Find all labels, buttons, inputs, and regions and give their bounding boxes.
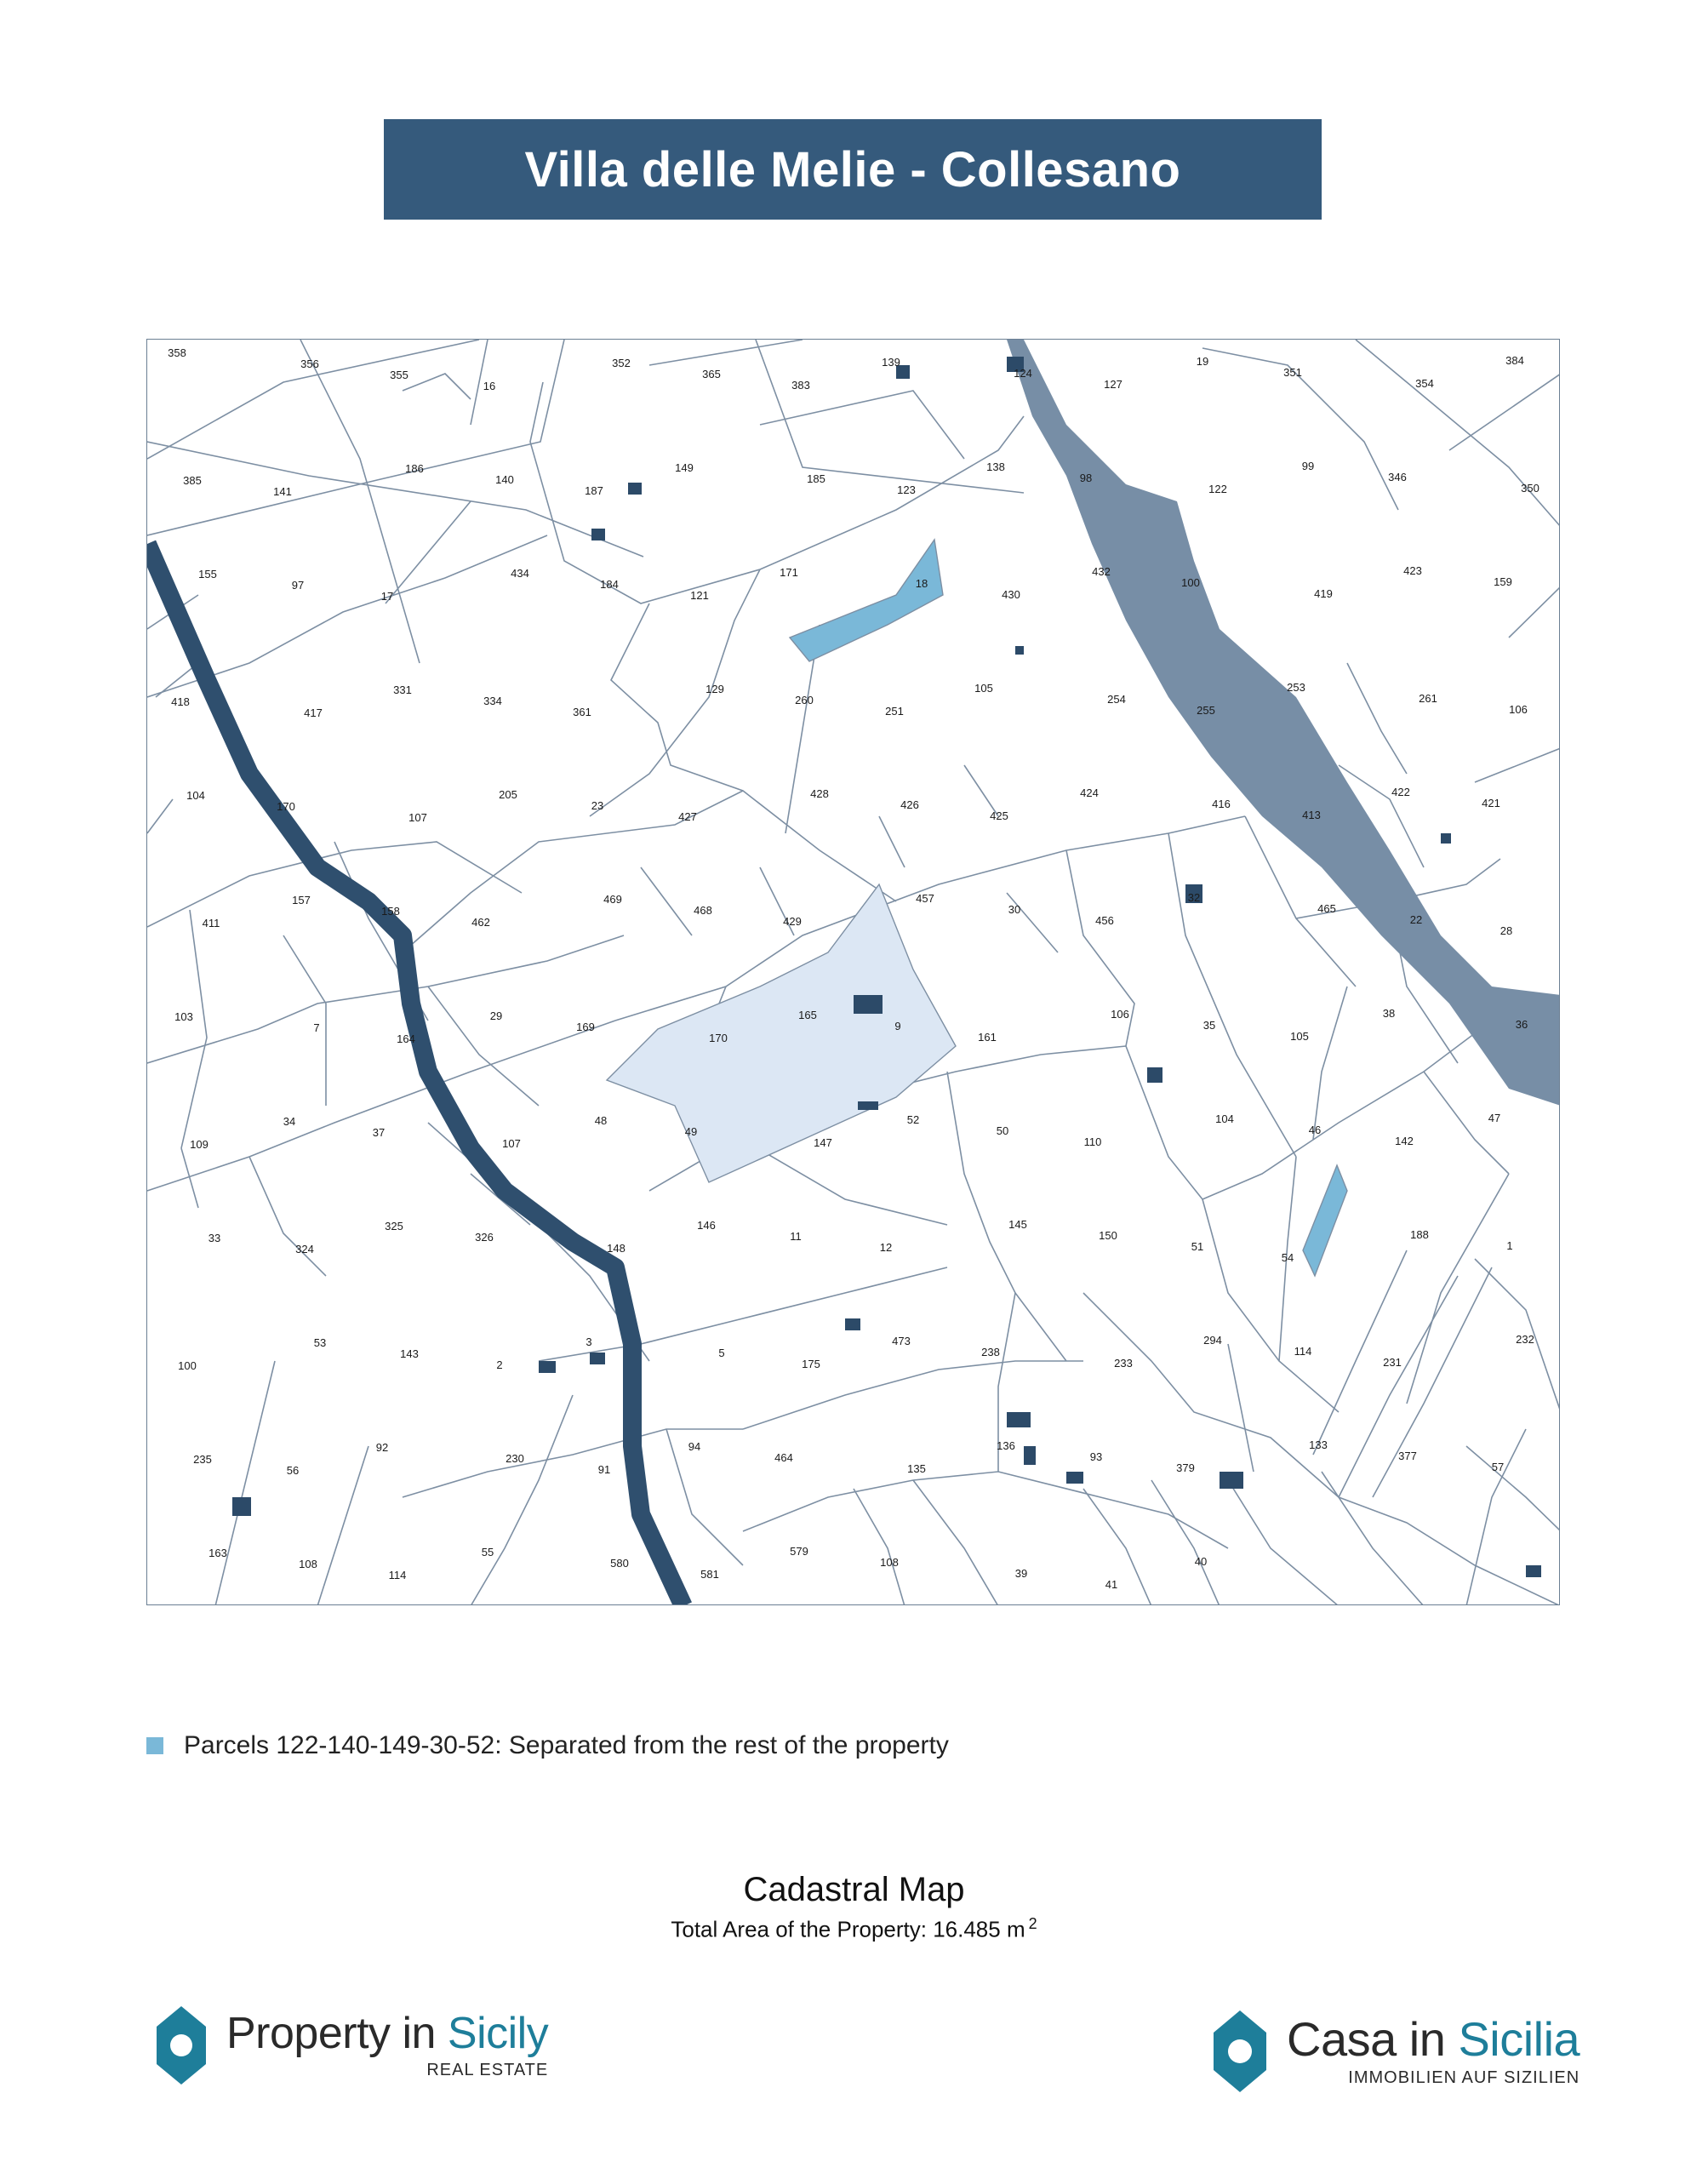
parcel-boundary: [854, 1489, 905, 1605]
parcel-boundary: [1407, 1174, 1509, 1404]
parcel-boundary: [386, 501, 471, 603]
building: [1007, 1412, 1031, 1427]
map-canvas: [147, 340, 1560, 1605]
parcel-number-label: 138: [986, 460, 1005, 473]
parcel-number-label: 171: [780, 566, 798, 579]
parcel-number-label: 423: [1403, 564, 1422, 577]
building: [845, 1318, 860, 1330]
parcel-number-label: 235: [193, 1453, 212, 1466]
caption-title: Cadastral Map: [743, 1871, 965, 1908]
parcel-boundary: [1347, 663, 1407, 774]
parcel-number-label: 434: [511, 567, 529, 580]
parcel-number-label: 54: [1281, 1251, 1294, 1264]
parcel-number-label: 238: [981, 1346, 1000, 1358]
parcel-boundary: [215, 1361, 275, 1605]
parcel-number-label: 233: [1114, 1357, 1133, 1370]
parcel-number-label: 3: [586, 1335, 592, 1348]
parcel-number-label: 186: [405, 462, 424, 475]
parcel-number-label: 93: [1089, 1450, 1103, 1463]
parcel-number-label: 28: [1499, 924, 1513, 937]
total-area-text: Total Area of the Property: 16.485 m: [671, 1916, 1025, 1942]
logo-right-name-a: Casa in: [1287, 2011, 1459, 2066]
parcel-boundary: [1126, 1046, 1202, 1199]
parcel-number-label: 468: [694, 904, 712, 917]
parcel-number-label: 254: [1107, 693, 1126, 706]
legend: [146, 1731, 949, 1760]
parcel-number-label: 46: [1308, 1124, 1322, 1136]
parcel-boundary: [615, 816, 1245, 1021]
parcel-boundary: [1083, 1293, 1339, 1497]
parcel-number-label: 110: [1083, 1135, 1102, 1148]
parcel-number-label: 351: [1283, 366, 1302, 379]
parcel-number-label: 107: [408, 811, 427, 824]
parcel-number-label: 104: [1215, 1112, 1234, 1125]
parcel-boundary: [403, 374, 471, 399]
parcel-number-label: 361: [573, 706, 591, 718]
river: [1007, 340, 1560, 1106]
house-pin-icon: [1212, 2009, 1268, 2094]
parcel-number-label: 170: [277, 800, 295, 813]
parcel-number-label: 425: [990, 809, 1008, 822]
parcel-boundary: [1228, 1344, 1254, 1472]
parcel-number-label: 22: [1409, 913, 1423, 926]
parcel-boundary: [1449, 374, 1560, 450]
parcel-boundary: [147, 1021, 615, 1191]
parcel-number-label: 48: [594, 1114, 608, 1127]
parcel-number-label: 106: [1111, 1008, 1129, 1021]
parcel-boundary: [1475, 748, 1560, 782]
parcel-boundary: [913, 1480, 998, 1605]
parcel-boundary: [947, 1072, 1066, 1361]
parcel-number-label: 49: [684, 1125, 698, 1138]
parcel-boundary: [1339, 1276, 1458, 1497]
parcel-boundary: [317, 1446, 368, 1605]
logo-right-tagline: IMMOBILIEN AUF SIZILIEN: [1348, 2067, 1580, 2087]
separated-parcel-52: [1303, 1165, 1347, 1276]
parcel-boundary: [1466, 1446, 1560, 1531]
cadastral-map: [146, 339, 1560, 1605]
building: [1024, 1446, 1036, 1465]
parcel-number-label: 17: [380, 590, 394, 603]
parcel-number-label: 51: [1191, 1240, 1204, 1253]
parcel-boundary: [611, 603, 896, 901]
parcel-number-label: 109: [190, 1138, 209, 1151]
parcel-number-label: 205: [499, 788, 517, 801]
parcel-number-label: 38: [1382, 1007, 1396, 1020]
building: [591, 529, 605, 540]
parcel-number-label: 99: [1301, 460, 1315, 472]
parcel-number-label: 16: [483, 380, 496, 392]
parcel-boundary: [760, 391, 964, 459]
parcel-boundary: [1007, 893, 1058, 952]
parcel-number-label: 579: [790, 1545, 808, 1558]
parcel-number-label: 260: [795, 694, 814, 706]
separated-parcels-122-140-149: [790, 540, 943, 661]
parcel-boundary: [964, 765, 998, 816]
parcel-number-label: 140: [495, 473, 514, 486]
parcel-number-label: 253: [1287, 681, 1305, 694]
parcel-number-label: 23: [591, 799, 604, 812]
parcel-number-label: 165: [798, 1009, 817, 1021]
parcel-number-label: 47: [1488, 1112, 1501, 1124]
parcel-number-label: 56: [286, 1464, 300, 1477]
property-in-sicily-logo: [155, 2005, 548, 2086]
building: [628, 483, 642, 495]
building: [590, 1353, 605, 1364]
unit-exponent: 2: [1028, 1915, 1037, 1932]
parcel-number-label: 108: [880, 1556, 899, 1569]
legend-swatch: [146, 1737, 163, 1754]
parcel-number-label: 294: [1203, 1334, 1222, 1347]
parcel-number-label: 39: [1014, 1567, 1028, 1580]
parcel-number-label: 356: [300, 357, 319, 370]
logo-left-name-b: Sicily: [447, 2008, 549, 2058]
parcel-number-label: 419: [1314, 587, 1333, 600]
parcel-number-label: 355: [390, 369, 408, 381]
parcel-boundary: [147, 935, 624, 1063]
parcel-number-label: 105: [974, 682, 993, 695]
building: [858, 1101, 878, 1110]
parcel-number-label: 105: [1290, 1030, 1309, 1043]
parcel-number-label: 175: [802, 1358, 820, 1370]
parcel-number-label: 29: [489, 1009, 503, 1022]
parcel-number-label: 432: [1092, 565, 1111, 578]
parcel-boundary: [743, 1361, 1083, 1429]
parcel-number-label: 426: [900, 798, 919, 811]
parcel-number-label: 127: [1104, 378, 1122, 391]
parcel-boundary: [1313, 987, 1347, 1140]
building: [1441, 833, 1451, 844]
casa-in-sicilia-logo: [1212, 2009, 1579, 2094]
building: [539, 1361, 556, 1373]
parcel-boundary: [1356, 340, 1560, 527]
building: [1220, 1472, 1243, 1489]
parcel-boundary: [181, 910, 207, 1148]
parcel-number-label: 427: [678, 810, 697, 823]
parcel-number-label: 188: [1410, 1228, 1429, 1241]
parcel-boundary: [471, 1395, 573, 1605]
parcel-number-label: 123: [897, 483, 916, 496]
parcel-number-label: 149: [675, 461, 694, 474]
parcel-number-label: 146: [697, 1219, 716, 1232]
parcel-number-label: 384: [1505, 354, 1524, 367]
building: [854, 995, 883, 1014]
parcel-number-label: 428: [810, 787, 829, 800]
parcel-number-label: 158: [381, 905, 400, 918]
parcel-boundary: [1228, 1480, 1339, 1605]
parcel-number-label: 185: [807, 472, 825, 485]
parcel-number-label: 417: [304, 706, 323, 719]
parcel-number-label: 35: [1202, 1019, 1216, 1032]
parcel-number-label: 358: [168, 346, 186, 359]
parcel-number-label: 141: [273, 485, 292, 498]
parcel-number-label: 580: [610, 1557, 629, 1570]
parcel-number-label: 33: [208, 1232, 221, 1244]
building: [232, 1497, 251, 1516]
parcel-boundary: [998, 1472, 1228, 1548]
parcel-number-label: 352: [612, 357, 631, 369]
parcel-number-label: 232: [1516, 1333, 1534, 1346]
parcel-number-label: 114: [388, 1569, 407, 1581]
parcel-number-label: 41: [1105, 1578, 1118, 1591]
logo-left-name-a: Property in: [226, 2008, 448, 2058]
legend-text: Parcels 122-140-149-30-52: Separated from the rest of the property: [184, 1731, 949, 1759]
parcel-number-label: 465: [1317, 902, 1336, 915]
parcel-number-label: 164: [397, 1032, 415, 1045]
parcel-number-label: 334: [483, 695, 502, 707]
parcel-number-label: 133: [1309, 1438, 1328, 1451]
parcel-number-label: 129: [705, 683, 724, 695]
parcel-number-label: 161: [978, 1031, 997, 1044]
parcel-number-label: 121: [690, 589, 709, 602]
parcel-number-label: 163: [209, 1547, 227, 1559]
parcel-number-label: 326: [475, 1231, 494, 1244]
building: [1015, 646, 1024, 655]
parcel-number-label: 32: [1187, 891, 1201, 904]
title-banner: [384, 119, 1322, 220]
main-property-parcels: [607, 884, 956, 1182]
parcel-number-label: 34: [283, 1115, 296, 1128]
parcel-number-label: 52: [906, 1113, 920, 1126]
parcel-boundary: [666, 1429, 743, 1565]
parcel-number-label: 473: [892, 1335, 911, 1347]
parcel-number-label: 97: [291, 579, 305, 592]
parcel-boundary: [879, 816, 905, 867]
parcel-number-label: 385: [183, 474, 202, 487]
parcel-number-label: 19: [1196, 355, 1209, 368]
building: [1066, 1472, 1083, 1484]
parcel-number-label: 424: [1080, 786, 1099, 799]
parcel-number-label: 36: [1515, 1018, 1528, 1031]
caption-subtitle: [0, 1915, 1708, 1943]
parcel-number-label: 108: [299, 1558, 317, 1570]
parcel-number-label: 143: [400, 1347, 419, 1360]
parcel-boundary: [403, 1429, 743, 1497]
parcel-number-label: 169: [576, 1021, 595, 1033]
parcel-number-label: 9: [894, 1020, 901, 1032]
parcel-number-label: 365: [702, 368, 721, 380]
parcel-number-label: 159: [1494, 575, 1512, 588]
parcel-number-label: 18: [915, 577, 928, 590]
parcel-number-label: 325: [385, 1220, 403, 1232]
parcel-number-label: 1: [1506, 1239, 1513, 1252]
parcel-number-label: 11: [790, 1230, 802, 1243]
parcel-number-label: 377: [1398, 1450, 1417, 1462]
parcel-number-label: 255: [1197, 704, 1215, 717]
parcel-number-label: 100: [178, 1359, 197, 1372]
parcel-number-label: 411: [202, 917, 220, 929]
logo-left-tagline: REAL ESTATE: [426, 2060, 549, 2079]
parcel-number-label: 418: [171, 695, 190, 708]
parcel-number-label: 581: [700, 1568, 719, 1581]
parcel-boundary: [1202, 1021, 1492, 1199]
parcel-number-label: 55: [481, 1546, 494, 1558]
parcel-boundary: [539, 1267, 947, 1361]
parcel-boundary: [1466, 1429, 1526, 1605]
parcel-number-label: 7: [313, 1021, 320, 1034]
parcel-number-label: 30: [1008, 903, 1021, 916]
river-layer: [1007, 340, 1560, 1106]
parcel-number-label: 150: [1099, 1229, 1117, 1242]
parcel-number-label: 350: [1521, 482, 1539, 495]
parcel-boundary: [1509, 586, 1560, 638]
parcel-number-label: 157: [292, 894, 311, 906]
parcel-number-label: 135: [907, 1462, 926, 1475]
parcel-boundary: [641, 867, 692, 935]
parcel-boundary: [743, 1472, 998, 1531]
logo-right-name-b: Sicilia: [1458, 2011, 1580, 2066]
parcel-number-label: 469: [603, 893, 622, 906]
parcel-boundary: [1168, 833, 1296, 1157]
parcel-number-label: 230: [506, 1452, 524, 1465]
parcel-boundary: [1151, 1480, 1220, 1605]
parcel-number-label: 324: [295, 1243, 314, 1255]
parcel-number-label: 354: [1415, 377, 1434, 390]
page-title: Villa delle Melie - Collesano: [524, 141, 1181, 197]
parcel-number-label: 103: [174, 1010, 193, 1023]
parcel-number-label: 430: [1002, 588, 1020, 601]
building: [1147, 1067, 1162, 1083]
parcel-number-label: 91: [597, 1463, 611, 1476]
parcel-number-label: 413: [1302, 809, 1321, 821]
parcel-number-label: 457: [916, 892, 934, 905]
parcel-boundary: [590, 569, 760, 816]
parcel-boundary: [1322, 1472, 1424, 1605]
parcel-number-label: 107: [502, 1137, 521, 1150]
parcel-number-label: 2: [496, 1358, 503, 1371]
parcel-boundary: [530, 382, 1024, 603]
house-pin-icon: [155, 2005, 208, 2086]
parcel-number-label: 57: [1491, 1461, 1505, 1473]
parcel-number-label: 251: [885, 705, 904, 718]
parcel-number-label: 346: [1388, 471, 1407, 483]
parcel-boundary: [649, 340, 803, 365]
parcel-number-label: 100: [1181, 576, 1200, 589]
parcel-number-label: 50: [996, 1124, 1009, 1137]
parcel-number-label: 98: [1079, 472, 1093, 484]
parcel-number-label: 104: [186, 789, 205, 802]
parcel-number-label: 139: [882, 356, 900, 369]
parcel-number-label: 462: [471, 916, 490, 929]
parcel-number-label: 261: [1419, 692, 1437, 705]
parcel-number-label: 40: [1194, 1555, 1208, 1568]
building: [1526, 1565, 1541, 1577]
parcel-number-label: 136: [997, 1439, 1015, 1452]
parcel-number-label: 170: [709, 1032, 728, 1044]
parcel-number-label: 429: [783, 915, 802, 928]
parcel-boundary: [249, 1157, 326, 1276]
parcel-number-label: 145: [1008, 1218, 1027, 1231]
parcel-number-label: 331: [393, 683, 412, 696]
parcel-number-label: 383: [791, 379, 810, 392]
parcel-number-label: 114: [1294, 1345, 1312, 1358]
parcel-number-label: 94: [688, 1440, 701, 1453]
parcel-number-label: 155: [198, 568, 217, 580]
parcel-boundary: [300, 340, 420, 663]
parcel-number-label: 142: [1395, 1135, 1414, 1147]
parcel-boundary: [147, 799, 173, 833]
parcel-number-label: 231: [1383, 1356, 1402, 1369]
parcel-number-label: 422: [1391, 786, 1410, 798]
parcel-boundary: [1313, 1250, 1407, 1455]
parcel-number-label: 416: [1212, 798, 1231, 810]
parcel-number-label: 37: [372, 1126, 386, 1139]
parcel-number-label: 124: [1014, 367, 1032, 380]
parcel-number-label: 122: [1208, 483, 1227, 495]
parcel-number-label: 148: [607, 1242, 626, 1255]
parcel-number-label: 187: [585, 484, 603, 497]
parcel-number-label: 147: [814, 1136, 832, 1149]
parcel-boundary: [1339, 1497, 1560, 1605]
parcel-number-label: 12: [879, 1241, 893, 1254]
parcel-number-label: 106: [1509, 703, 1528, 716]
parcel-number-label: 184: [600, 578, 619, 591]
parcel-boundary: [147, 442, 643, 557]
parcel-number-label: 464: [774, 1451, 793, 1464]
parcel-number-label: 5: [718, 1347, 725, 1359]
parcel-boundary: [283, 935, 326, 1106]
parcel-number-label: 53: [313, 1336, 327, 1349]
parcel-number-label: 421: [1482, 797, 1500, 809]
parcel-number-label: 456: [1095, 914, 1114, 927]
parcel-number-label: 379: [1176, 1461, 1195, 1474]
parcel-number-label: 92: [375, 1441, 389, 1454]
parcel-boundary: [1373, 1267, 1492, 1497]
